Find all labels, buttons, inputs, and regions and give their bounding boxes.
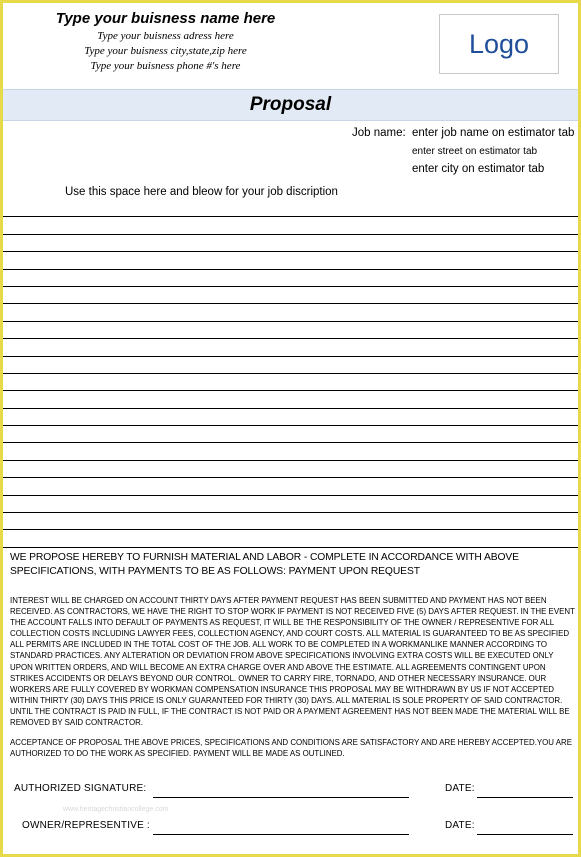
- description-line[interactable]: [3, 496, 578, 513]
- logo-placeholder[interactable]: [439, 14, 559, 74]
- description-line[interactable]: [3, 287, 578, 304]
- description-line[interactable]: [3, 530, 578, 547]
- description-line[interactable]: [3, 409, 578, 426]
- description-line[interactable]: [3, 426, 578, 443]
- business-info: [3, 9, 328, 74]
- description-line[interactable]: [3, 443, 578, 460]
- job-name-label: Job name:: [352, 127, 406, 139]
- description-line[interactable]: [3, 217, 578, 234]
- description-line[interactable]: [3, 322, 578, 339]
- terms-and-conditions: INTEREST WILL BE CHARGED ON ACCOUNT THIRTY DAYS AFTER PAYMENT REQUEST HAS BEEN SUBMITTED AND PAYMENT HAS NOT BEEN RECEIVED. AS CONTRACTORS, WE HAVE THE RIGHT TO STOP WORK IF PAYMENT IS NOT RECEIVED FIVE (5) DAYS AFTER REQUEST. IN THE EVENT THE ACCOUNT FALLS INTO DEFAULT OF PAYMENTS AS REQUEST, IT WILL BE THE RESPONSIBILITY OF THE OWNER / REPRESENTIVE FOR ALL COLLECTION COSTS INCLUDING LAWYER FEES, COLLECTION AGENCY, AND COURT COSTS. ALL MATERIAL IS GUARANTEED TO BE AS SPECIFIED ALL PERMITS ARE INCLUDED IN THE TOTAL COST OF THE JOB. ALL WORK TO BE COMPLETED IN A WORKMANLIKE MANNER ACCORDING TO STANDARD PRACTICES. ANY ALTERATION OR DEVIATION FROM ABOVE SPECIFICATIONS INVOLVING EXTRA COSTS WILL BE EXECUTED ONLY UPON WRITTEN ORDERS, AND WILL BECOME AN EXTRA CHARGE OVER AND ABOVE THE ESTIMATE. ALL AGREEMENTS CONTINGENT UPON STRIKES ACCIDENTS OR DELAYS BEYOND OUR CONTROL. OWNER TO CARRY FIRE, TORNADO, AND OTHER NECESSARY INSURANCE. OUR WORKERS ARE FULLY COVERED BY WORKMAN COMPENSATION INSURANCE THIS PROPOSAL MAY BE WITHDRAWN BY US IF NOT ACCEPTED WITHIN THIRTY (30) DAYS THIS PRICE IS ONLY GUARANTEED FOR THIRTY (30) DAYS. ALL MATERIAL IS SOLE PROPERTY OF SAID CONTRACTOR. UNTIL THE CONTRACT IS PAID IN FULL, IF THE CONTRACT IS NOT PAID OR A PAYMENT AGREEMENT HAS NOT BEEN MADE THE MATERIAL WILL BE REMOVED BY SAID CONTRACTOR.: [10, 596, 575, 728]
- description-line[interactable]: [3, 200, 578, 217]
- business-city-state-zip[interactable]: Type your buisness city,state,zip here: [84, 45, 247, 57]
- authorized-date-line[interactable]: [477, 797, 573, 798]
- title-band: [3, 89, 578, 121]
- authorized-signature-label: AUTHORIZED SIGNATURE:: [14, 783, 147, 794]
- owner-date-line[interactable]: [477, 834, 573, 835]
- description-lines: [3, 200, 578, 548]
- description-line[interactable]: [3, 252, 578, 269]
- description-line[interactable]: [3, 374, 578, 391]
- owner-date-label: DATE:: [445, 820, 475, 831]
- job-name-value[interactable]: enter job name on estimator tab: [412, 127, 575, 139]
- description-line[interactable]: [3, 513, 578, 530]
- proposal-statement: WE PROPOSE HEREBY TO FURNISH MATERIAL AND LABOR - COMPLETE IN ACCORDANCE WITH ABOVE SPECIFICATIONS, WITH PAYMENTS TO BE AS FOLLOWS: PAYMENT UPON REQUEST: [10, 552, 519, 577]
- description-line[interactable]: [3, 461, 578, 478]
- logo-text: Logo: [468, 28, 530, 59]
- acceptance-statement: ACCEPTANCE OF PROPOSAL THE ABOVE PRICES, SPECIFICATIONS AND CONDITIONS ARE SATISFACTORY AND ARE HEREBY ACCEPTED.YOU ARE AUTHORIZED TO DO THE WORK AS SPECIFIED. PAYMENT WILL BE MADE AS OUTLINED.: [10, 738, 572, 759]
- job-street-value[interactable]: enter street on estimator tab: [412, 146, 538, 157]
- description-prompt: Use this space here and bleow for your job discription: [65, 186, 338, 198]
- description-line[interactable]: [3, 270, 578, 287]
- business-address[interactable]: Type your buisness adress here: [97, 30, 234, 42]
- page-title: Proposal: [249, 94, 332, 115]
- description-line[interactable]: [3, 235, 578, 252]
- business-name[interactable]: Type your buisness name here: [55, 10, 276, 27]
- description-line[interactable]: [3, 339, 578, 356]
- description-line[interactable]: [3, 357, 578, 374]
- description-line[interactable]: [3, 304, 578, 321]
- owner-signature-line[interactable]: [153, 834, 409, 835]
- watermark: www.heritagechristiancollege.com: [63, 806, 169, 813]
- authorized-signature-line[interactable]: [153, 797, 409, 798]
- owner-representative-label: OWNER/REPRESENTIVE :: [22, 820, 150, 831]
- description-line[interactable]: [3, 391, 578, 408]
- job-city-value[interactable]: enter city on estimator tab: [412, 163, 545, 175]
- description-line[interactable]: [3, 478, 578, 495]
- authorized-date-label: DATE:: [445, 783, 475, 794]
- business-phone[interactable]: Type your buisness phone #'s here: [90, 60, 241, 72]
